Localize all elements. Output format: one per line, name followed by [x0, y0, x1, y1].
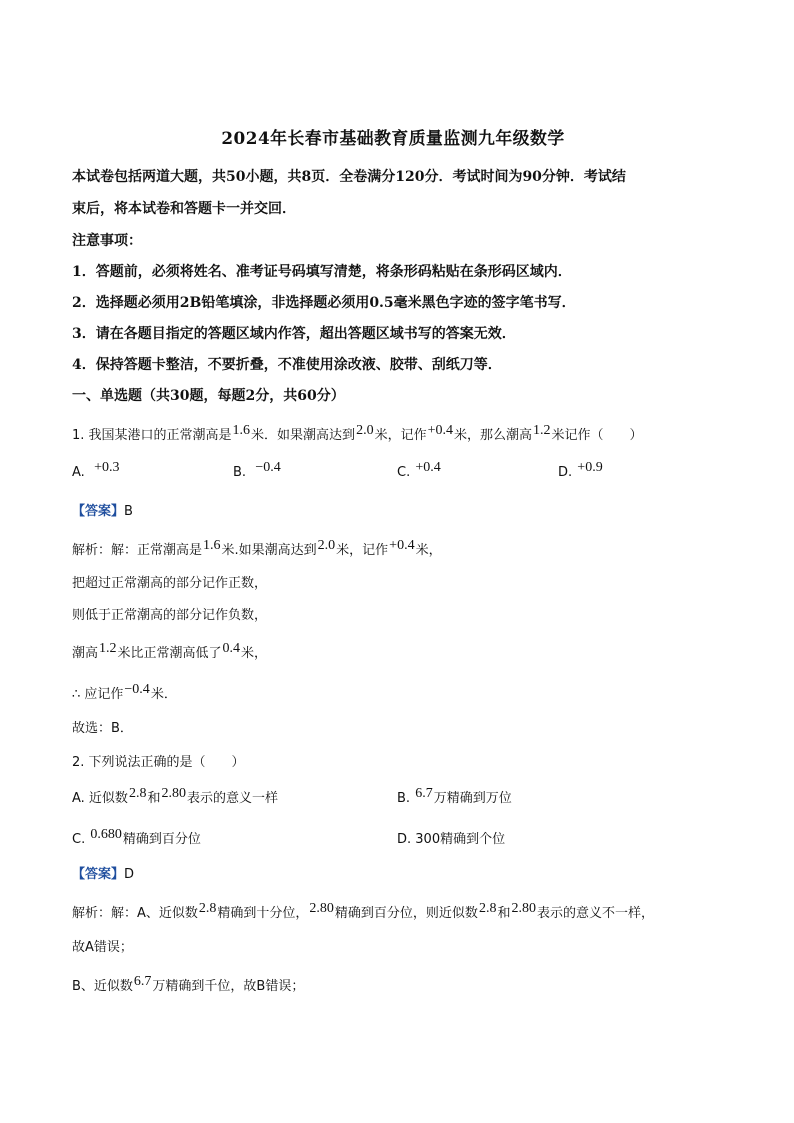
analysis-line: 解析：解：正常潮高是1.6米.如果潮高达到2.0米，记作+0.4米， [72, 538, 442, 558]
intro-line-1: 本试卷包括两道大题，共50小题，共8页．全卷满分120分．考试时间为90分钟．考试结 [72, 169, 626, 185]
analysis-line: ∴ 应记作−0.4米． [72, 682, 177, 702]
intro-line-2: 束后，将本试卷和答题卡一并交回． [72, 201, 296, 217]
analysis-line: 故选：B． [72, 721, 133, 736]
notice-heading: 注意事项： [72, 233, 142, 249]
analysis-line: 则低于正常潮高的部分记作负数， [72, 608, 268, 623]
option-a: A. +0.3 [72, 460, 120, 480]
analysis-line: 解析：解：A、近似数2.8精确到十分位，2.80精确到百分位，则近似数2.8和2.80表示的意义不一样， [72, 901, 654, 921]
question-2-stem: 2. 下列说法正确的是（ ） [72, 755, 245, 770]
notice-item: 4．保持答题卡整洁，不要折叠，不准使用涂改液、胶带、刮纸刀等． [72, 357, 502, 373]
analysis-line: B、近似数6.7万精确到千位，故B错误； [72, 974, 305, 994]
option-d: D. 300精确到个位 [397, 832, 506, 847]
answer-line: 【答案】D [72, 867, 135, 882]
analysis-line: 故A错误； [72, 940, 133, 955]
answer-line: 【答案】B [72, 504, 133, 519]
answer-tag: 【答案】 [72, 504, 125, 519]
notice-item: 2．选择题必须用2B铅笔填涂，非选择题必须用0.5毫米黑色字迹的签字笔书写． [72, 295, 576, 311]
section-heading: 一、单选题（共30题，每题2分，共60分） [72, 388, 345, 404]
notice-item: 3．请在各题目指定的答题区域内作答，超出答题区域书写的答案无效． [72, 326, 516, 342]
question-1-stem: 1. 我国某港口的正常潮高是1.6米．如果潮高达到2.0米，记作+0.4米，那么潮高1.2米记作（ ） [72, 423, 643, 443]
option-d: D. +0.9 [558, 460, 603, 480]
notice-item: 1．答题前，必须将姓名、准考证号码填写清楚，将条形码粘贴在条形码区域内． [72, 264, 572, 280]
option-a: A. 近似数2.8和2.80表示的意义一样 [72, 786, 278, 806]
option-b: B. −0.4 [233, 460, 281, 480]
analysis-line: 潮高1.2米比正常潮高低了0.4米， [72, 641, 268, 661]
answer-tag: 【答案】 [72, 867, 125, 882]
option-c: C. +0.4 [397, 460, 441, 480]
option-c: C. 0.680精确到百分位 [72, 827, 201, 847]
page-title: 2024年长春市基础教育质量监测九年级数学 [221, 129, 565, 149]
option-b: B. 6.7万精确到万位 [397, 786, 512, 806]
analysis-line: 把超过正常潮高的部分记作正数， [72, 576, 268, 591]
